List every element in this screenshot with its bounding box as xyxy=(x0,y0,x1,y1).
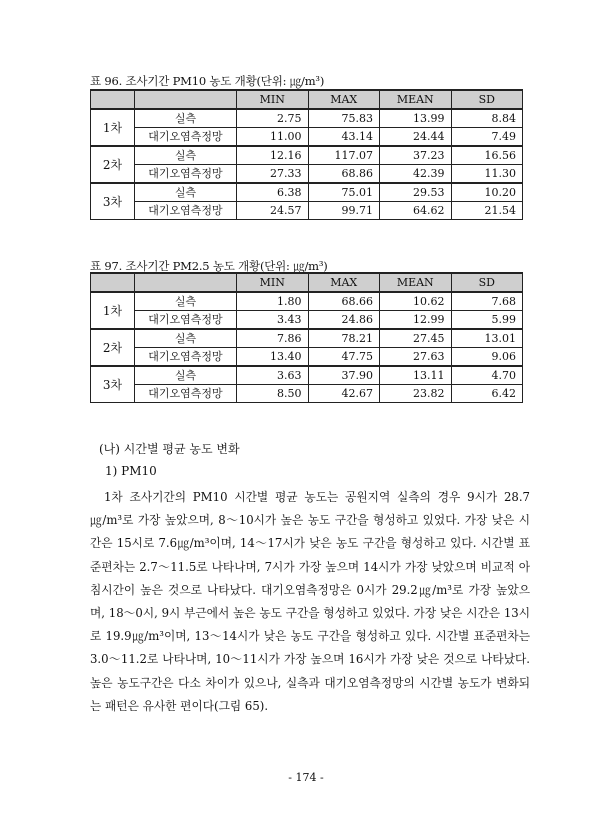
header-min: MIN xyxy=(237,90,309,109)
site-cell: 대기오염측정망 xyxy=(135,202,237,220)
min-cell: 13.40 xyxy=(237,348,309,367)
table-row xyxy=(91,183,523,202)
min-cell: 8.50 xyxy=(237,385,309,403)
max-cell: 37.90 xyxy=(308,366,380,385)
site-cell: 대기오염측정망 xyxy=(135,385,237,403)
sd-cell: 9.06 xyxy=(451,348,523,367)
min-cell: 1.80 xyxy=(237,292,309,311)
sd-cell: 5.99 xyxy=(451,311,523,330)
mean-cell: 29.53 xyxy=(380,183,452,202)
max-cell: 99.71 xyxy=(308,202,380,220)
sd-cell: 6.42 xyxy=(451,385,523,403)
table-row xyxy=(91,109,523,128)
header-max: MAX xyxy=(308,90,380,109)
min-cell: 11.00 xyxy=(237,128,309,147)
table-header-row xyxy=(91,90,523,109)
mean-cell: 27.45 xyxy=(380,329,452,348)
sd-cell: 4.70 xyxy=(451,366,523,385)
header-mean: MEAN xyxy=(380,273,452,292)
sd-cell: 21.54 xyxy=(451,202,523,220)
site-cell: 실측 xyxy=(135,146,237,165)
max-cell: 75.01 xyxy=(308,183,380,202)
table-row xyxy=(91,311,523,330)
table-row xyxy=(91,165,523,184)
table-row xyxy=(91,146,523,165)
min-cell: 24.57 xyxy=(237,202,309,220)
table-row xyxy=(91,292,523,311)
max-cell: 43.14 xyxy=(308,128,380,147)
round-cell: 1차 xyxy=(91,292,135,329)
max-cell: 117.07 xyxy=(308,146,380,165)
table-96-caption: 표 96. 조사기간 PM10 농도 개황(단위: ㎍/m³) xyxy=(90,74,325,88)
site-cell: 실측 xyxy=(135,329,237,348)
site-cell: 실측 xyxy=(135,109,237,128)
mean-cell: 13.11 xyxy=(380,366,452,385)
mean-cell: 27.63 xyxy=(380,348,452,367)
max-cell: 75.83 xyxy=(308,109,380,128)
table-header-row xyxy=(91,273,523,292)
site-cell: 실측 xyxy=(135,183,237,202)
mean-cell: 10.62 xyxy=(380,292,452,311)
table-row xyxy=(91,202,523,220)
max-cell: 78.21 xyxy=(308,329,380,348)
pm25-table xyxy=(90,272,523,403)
min-cell: 12.16 xyxy=(237,146,309,165)
round-cell: 2차 xyxy=(91,146,135,183)
sd-cell: 11.30 xyxy=(451,165,523,184)
site-cell: 대기오염측정망 xyxy=(135,348,237,367)
round-cell: 2차 xyxy=(91,329,135,366)
mean-cell: 42.39 xyxy=(380,165,452,184)
round-cell: 1차 xyxy=(91,109,135,146)
header-max: MAX xyxy=(308,273,380,292)
subsection-heading: 1) PM10 xyxy=(105,464,157,478)
header-sd: SD xyxy=(451,90,523,109)
mean-cell: 24.44 xyxy=(380,128,452,147)
round-cell: 3차 xyxy=(91,366,135,403)
table-97-caption: 표 97. 조사기간 PM2.5 농도 개황(단위: ㎍/m³) xyxy=(90,259,328,273)
header-blank xyxy=(91,90,135,109)
site-cell: 실측 xyxy=(135,366,237,385)
round-cell: 3차 xyxy=(91,183,135,220)
page-number: - 174 - xyxy=(288,771,324,784)
site-cell: 대기오염측정망 xyxy=(135,165,237,184)
sd-cell: 8.84 xyxy=(451,109,523,128)
sd-cell: 10.20 xyxy=(451,183,523,202)
mean-cell: 37.23 xyxy=(380,146,452,165)
table-row xyxy=(91,128,523,147)
min-cell: 27.33 xyxy=(237,165,309,184)
mean-cell: 64.62 xyxy=(380,202,452,220)
sd-cell: 13.01 xyxy=(451,329,523,348)
site-cell: 실측 xyxy=(135,292,237,311)
site-cell: 대기오염측정망 xyxy=(135,128,237,147)
sd-cell: 16.56 xyxy=(451,146,523,165)
pm10-table xyxy=(90,89,523,220)
table-row xyxy=(91,329,523,348)
header-mean: MEAN xyxy=(380,90,452,109)
max-cell: 47.75 xyxy=(308,348,380,367)
max-cell: 24.86 xyxy=(308,311,380,330)
min-cell: 3.43 xyxy=(237,311,309,330)
body-paragraph: 1차 조사기간의 PM10 시간별 평균 농도는 공원지역 실측의 경우 9시가 28.7㎍/m³로 가장 높았으며, 8～10시가 높은 농도 구간을 형성하고 있었다. 가장 낮은 시간은 15시로 7.6㎍/m³이며, 14～17시가 낮은 농도 구간을 형성하고 있다. 시간별 표준편차는 2.7～11.5로 나타나며, 7시가 가장 높으며 14시가 가장 낮았으며 비교적 아침시간이 높은 것으로 나타났다. 대기오염측정망은 0시가 29.2㎍/m³로 가장 높았으며, 18～0시, 9시 부근에서 높은 농도 구간을 형성하고 있었다. 가장 낮은 시간은 13시로 19.9㎍/m³이며, 13～14시가 낮은 농도 구간을 형성하고 있다. 시간별 표준편차는 3.0～11.2로 나타나며, 10～11시가 가장 높으며 16시가 가장 낮은 것으로 나타났다. 높은 농도구간은 다소 차이가 있으나, 실측과 대기오염측정망의 시간별 농도가 변화되는 패턴은 유사한 편이다(그림 65). xyxy=(90,490,530,713)
mean-cell: 23.82 xyxy=(380,385,452,403)
max-cell: 68.66 xyxy=(308,292,380,311)
min-cell: 2.75 xyxy=(237,109,309,128)
sd-cell: 7.49 xyxy=(451,128,523,147)
header-blank xyxy=(91,273,135,292)
table-row xyxy=(91,385,523,403)
header-min: MIN xyxy=(237,273,309,292)
sd-cell: 7.68 xyxy=(451,292,523,311)
min-cell: 3.63 xyxy=(237,366,309,385)
site-cell: 대기오염측정망 xyxy=(135,311,237,330)
mean-cell: 12.99 xyxy=(380,311,452,330)
min-cell: 7.86 xyxy=(237,329,309,348)
max-cell: 42.67 xyxy=(308,385,380,403)
header-blank xyxy=(135,90,237,109)
section-heading: (나) 시간별 평균 농도 변화 xyxy=(99,442,240,456)
table-row xyxy=(91,366,523,385)
header-sd: SD xyxy=(451,273,523,292)
header-blank xyxy=(135,273,237,292)
min-cell: 6.38 xyxy=(237,183,309,202)
mean-cell: 13.99 xyxy=(380,109,452,128)
max-cell: 68.86 xyxy=(308,165,380,184)
table-row xyxy=(91,348,523,367)
